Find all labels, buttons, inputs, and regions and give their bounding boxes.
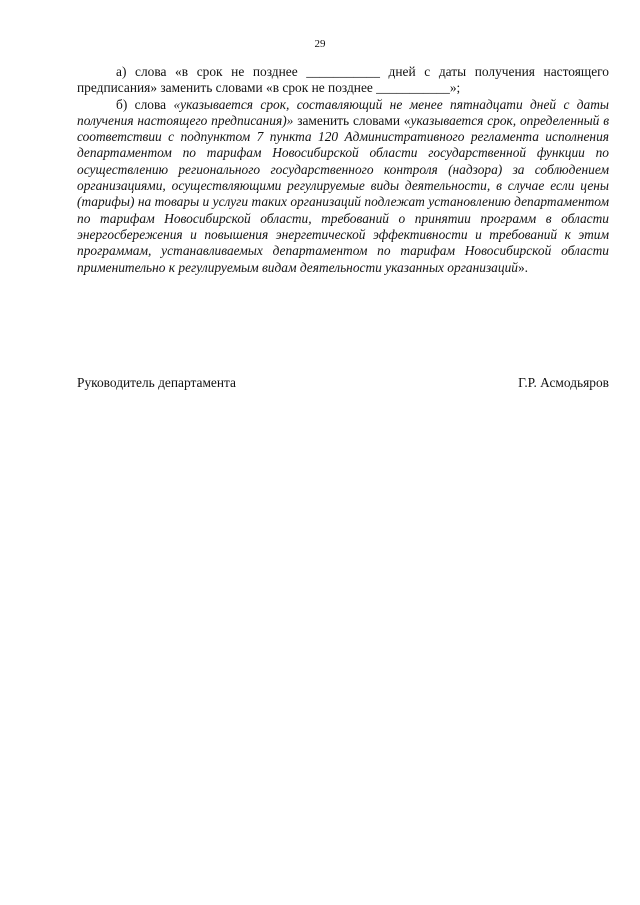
page-number: 29 xyxy=(314,38,326,50)
paragraph-b-lead: б) слова xyxy=(116,96,174,112)
document-body xyxy=(77,64,609,276)
signatory-position: Руководитель департамента xyxy=(77,375,236,390)
paragraph-b xyxy=(77,97,609,276)
signature-block xyxy=(77,375,609,391)
signatory-name: Г.Р. Асмодьяров xyxy=(518,375,609,390)
paragraph-b-end: ». xyxy=(517,259,529,275)
paragraph-b-middle: заменить словами « xyxy=(293,112,411,128)
paragraph-a: а) слова «в срок не позднее ___________ дней с даты получения настоящего предписания» заменить словами «в срок не позднее ___________»; xyxy=(77,64,609,96)
paragraph-b-new-wording: указывается срок, определенный в соответствии с подпунктом 7 пункта 120 Административного регламента исполнения департаментом по тарифам Новосибирской области государственной функции по осуществлению регионального государственного контроля (надзора) за соблюдением организациями, осуществляющими регулируемые виды деятельности, в случае если цены (тарифы) на товары и услуги таких организаций подлежат установлению департаментом по тарифам Новосибирской области, требований о принятии программ в области энергосбережения и повышения энергетической эффективности и требований к этим программам, устанавливаемых департаментом по тарифам Новосибирской области применительно к регулируемым видам деятельности указанных организаций xyxy=(77,112,610,275)
paragraph-b-old-wording: «указывается срок, составляющий не менее пятнадцати дней с даты получения настоящего предписания)» xyxy=(77,96,609,128)
